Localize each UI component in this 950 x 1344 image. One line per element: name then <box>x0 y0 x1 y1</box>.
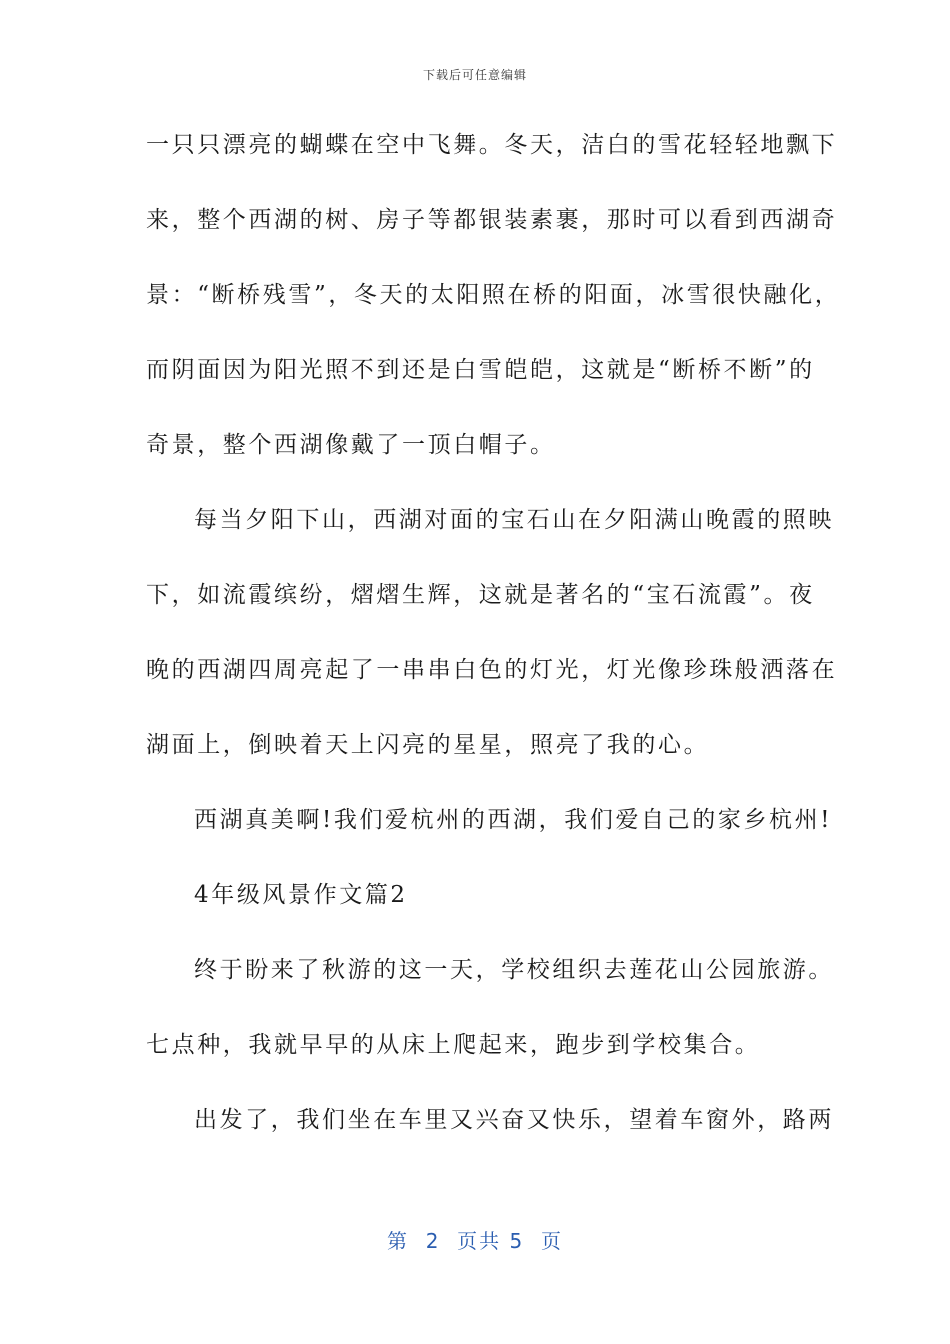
text-line-4: 而阴面因为阳光照不到还是白雪皑皑，这就是“断桥不断”的 <box>146 357 815 383</box>
text-line-13: 七点种，我就早早的从床上爬起来，跑步到学校集合。 <box>146 1032 761 1058</box>
header-note: 下载后可任意编辑 <box>422 68 527 82</box>
text-line-3: 景：“断桥残雪”，冬天的太阳照在桥的阳面，冰雪很快融化， <box>146 282 841 308</box>
text-line-9: 湖面上，倒映着天上闪亮的星星，照亮了我的心。 <box>146 732 710 758</box>
text-line-10: 西湖真美啊!我们爱杭州的西湖，我们爱自己的家乡杭州! <box>194 807 833 833</box>
section-heading: 4年级风景作文篇2 <box>194 882 408 908</box>
page-number-footer: 第 2 页共 5 页 <box>387 1229 563 1253</box>
text-line-12: 终于盼来了秋游的这一天，学校组织去莲花山公园旅游。 <box>194 957 834 983</box>
text-line-5: 奇景，整个西湖像戴了一顶白帽子。 <box>146 432 556 458</box>
text-line-14: 出发了，我们坐在车里又兴奋又快乐，望着车窗外，路两 <box>194 1107 834 1133</box>
text-line-8: 晚的西湖四周亮起了一串串白色的灯光，灯光像珍珠般洒落在 <box>146 657 838 683</box>
text-line-1: 一只只漂亮的蝴蝶在空中飞舞。冬天，洁白的雪花轻轻地飘下 <box>146 132 838 158</box>
text-line-2: 来，整个西湖的树、房子等都银装素裹，那时可以看到西湖奇 <box>146 207 838 233</box>
text-line-7: 下，如流霞缤纷，熠熠生辉，这就是著名的“宝石流霞”。夜 <box>146 582 815 608</box>
text-line-6: 每当夕阳下山，西湖对面的宝石山在夕阳满山晚霞的照映 <box>194 507 834 533</box>
